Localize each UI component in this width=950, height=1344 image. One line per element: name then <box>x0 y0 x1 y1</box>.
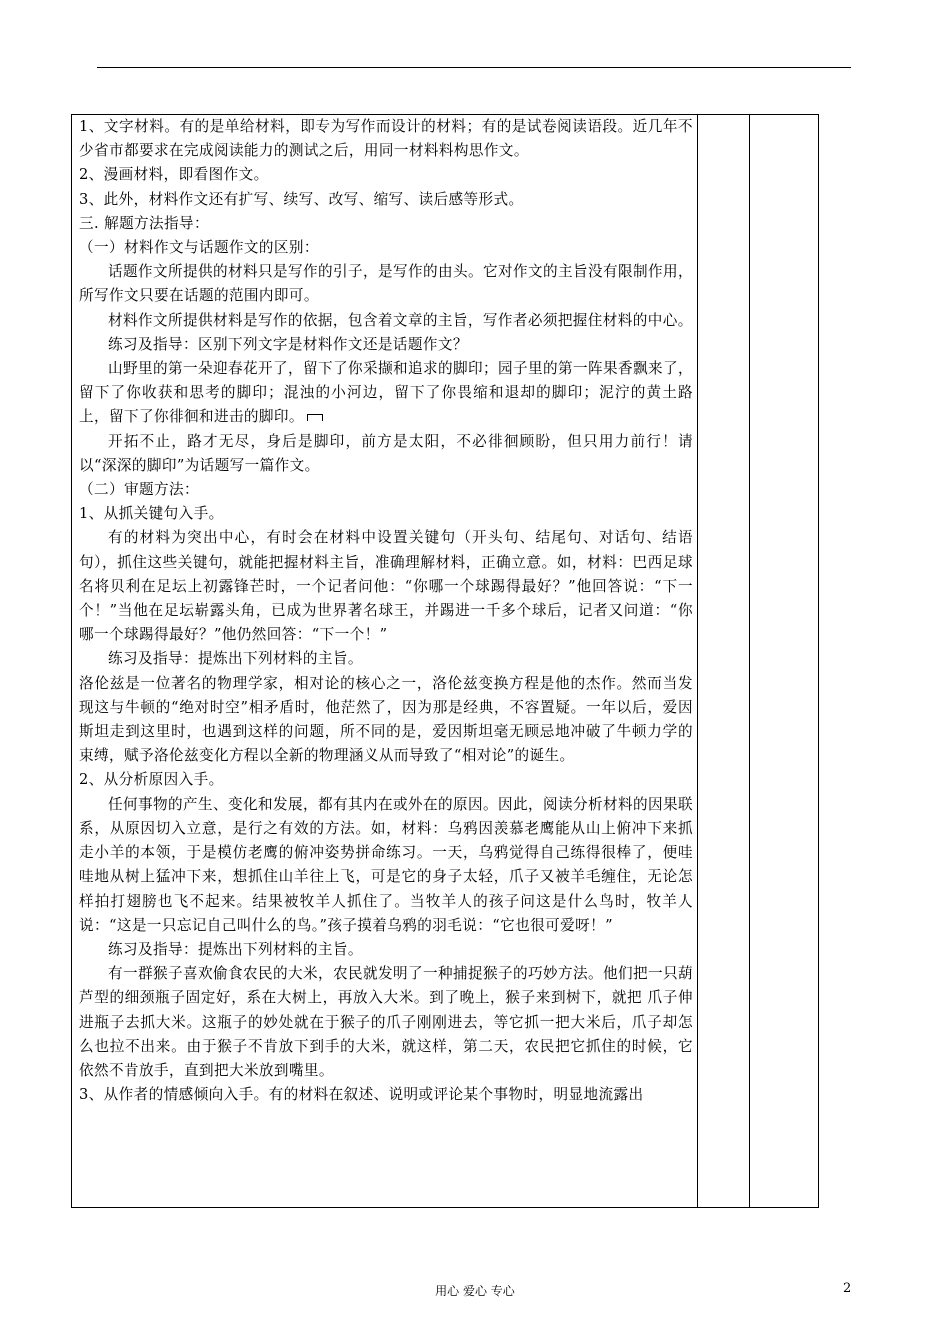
paragraph-text: 1、从抓关键句入手。 <box>79 505 224 523</box>
paragraph-text: 练习及指导：提炼出下列材料的主旨。 <box>108 940 363 958</box>
empty-cell-a <box>698 115 750 1207</box>
paragraph-text: 1、文字材料。有的是单给材料，即专为写作而设计的材料；有的是试卷阅读语段。近几年不少省市都要求在完成阅读能力的测试之后，用同一材料料构思作文。 <box>79 118 693 160</box>
paragraph-text: 练习及指导：提炼出下列材料的主旨。 <box>108 650 363 668</box>
content-cell <box>72 115 698 1207</box>
paragraph <box>79 938 693 962</box>
paragraph <box>79 647 693 671</box>
header-rule <box>97 67 851 68</box>
paragraph <box>79 962 693 1083</box>
paragraph <box>79 333 693 357</box>
paragraph-text: 3、从作者的情感倾向入手。有的材料在叙述、说明或评论某个事物时，明显地流露出 <box>79 1086 644 1104</box>
paragraph-text: 材料作文所提供材料是写作的依据，包含着文章的主旨，写作者必须把握住材料的中心。 <box>108 311 693 329</box>
paragraph-text: 有一群猴子喜欢偷食农民的大米，农民就发明了一种捕捉猴子的巧妙方法。他们把一只葫芦型的细颈瓶子固定好，系在大树上，再放入大米。到了晚上，猴子来到树下，就把 爪子伸进瓶子去抓大米。这瓶子的妙处就在于猴子的爪子刚刚进去，等它抓一把大米后，爪子却怎么也拉不出来。由于猴子不肯放下到手的大米，就这样，第二天，农民把它抓住的时候，它依然不肯放手，直到把大米放到嘴里。 <box>79 965 693 1079</box>
empty-cell-b <box>750 115 818 1207</box>
paragraph-text: 2、漫画材料，即看图作文。 <box>79 166 269 184</box>
edit-mark-icon <box>307 414 323 421</box>
paragraph-text: 练习及指导：区别下列文字是材料作文还是话题作文？ <box>108 335 468 353</box>
paragraph-text: 洛伦兹是一位著名的物理学家，相对论的核心之一，洛伦兹变换方程是他的杰作。然而当发现这与牛顿的“绝对时空”相矛盾时，他茫然了，因为那是经典，不容置疑。一年以后，爱因斯坦走到这里时，也遇到这样的问题，所不同的是，爱因斯坦毫无顾忌地冲破了牛顿力学的束缚，赋予洛伦兹变化方程以全新的物理涵义从而导致了“相对论”的诞生。 <box>79 674 693 765</box>
paragraph-text: 任何事物的产生、变化和发展，都有其内在或外在的原因。因此，阅读分析材料的因果联系，从原因切入立意，是行之有效的方法。如，材料：乌鸦因羡慕老鹰能从山上俯冲下来抓走小羊的本领，于是模仿老鹰的俯冲姿势拼命练习。一天，乌鸦觉得自己练得很棒了，便哇哇地从树上猛冲下来，想抓住山羊往上飞，可是它的身子太轻，爪子又被羊毛缠住，无论怎样拍打翅膀也飞不起来。结果被牧羊人抓住了。当牧羊人的孩子问这是什么鸟时，牧羊人说：“这是一只忘记自己叫什么的鸟。”孩子摸着乌鸦的羽毛说：“它也很可爱呀！” <box>79 795 693 934</box>
paragraph <box>79 309 693 333</box>
paragraph <box>79 793 693 938</box>
footer-motto: 用心 爱心 专心 <box>435 1284 515 1298</box>
paragraph <box>79 212 693 236</box>
paragraph <box>79 502 693 526</box>
paragraph <box>79 163 693 187</box>
paragraph-text: （一）材料作文与话题作文的区别： <box>79 239 319 257</box>
lesson-table <box>71 114 819 1208</box>
paragraph-text: 话题作文所提供的材料只是写作的引子，是写作的由头。它对作文的主旨没有限制作用，所写作文只要在话题的范围内即可。 <box>79 263 693 305</box>
paragraph <box>79 478 693 502</box>
paragraph-text: 3、此外，材料作文还有扩写、续写、改写、缩写、读后感等形式。 <box>79 190 524 208</box>
paragraph <box>79 768 693 792</box>
page-number: 2 <box>843 1281 852 1296</box>
paragraph <box>79 357 693 430</box>
paragraph-text: （二）审题方法： <box>79 481 199 499</box>
paragraph <box>79 236 693 260</box>
paragraph <box>79 1083 693 1107</box>
paragraph <box>79 188 693 212</box>
paragraph-text: 三. 解题方法指导： <box>79 214 210 232</box>
paragraph <box>79 260 693 308</box>
paragraph <box>79 430 693 478</box>
paragraph-text: 有的材料为突出中心，有时会在材料中设置关键句（开头句、结尾句、对话句、结语句），抓住这些关键句，就能把握材料主旨，准确理解材料，正确立意。如，材料：巴西足球名将贝利在足坛上初露锋芒时，一个记者问他：“你哪一个球踢得最好？”他回答说：“下一个！”当他在足坛崭露头角，已成为世界著名球王，并踢进一千多个球后，记者又问道：“你哪一个球踢得最好？”他仍然回答：“下一个！” <box>79 529 693 644</box>
paragraph-text: 开拓不止，路才无尽，身后是脚印，前方是太阳，不必徘徊顾盼，但只用力前行！请以“深深的脚印”为话题写一篇作文。 <box>79 432 693 474</box>
paragraph <box>79 115 693 163</box>
paragraph-text: 2、从分析原因入手。 <box>79 771 224 789</box>
paragraph <box>79 672 693 769</box>
paragraph <box>79 526 693 647</box>
paragraph-text: 山野里的第一朵迎春花开了，留下了你采撷和追求的脚印；园子里的第一阵果香飘来了，留下了你收获和思考的脚印；混浊的小河边，留下了你畏缩和退却的脚印；泥泞的黄土路上，留下了你徘徊和进击的脚印。 <box>79 360 693 426</box>
